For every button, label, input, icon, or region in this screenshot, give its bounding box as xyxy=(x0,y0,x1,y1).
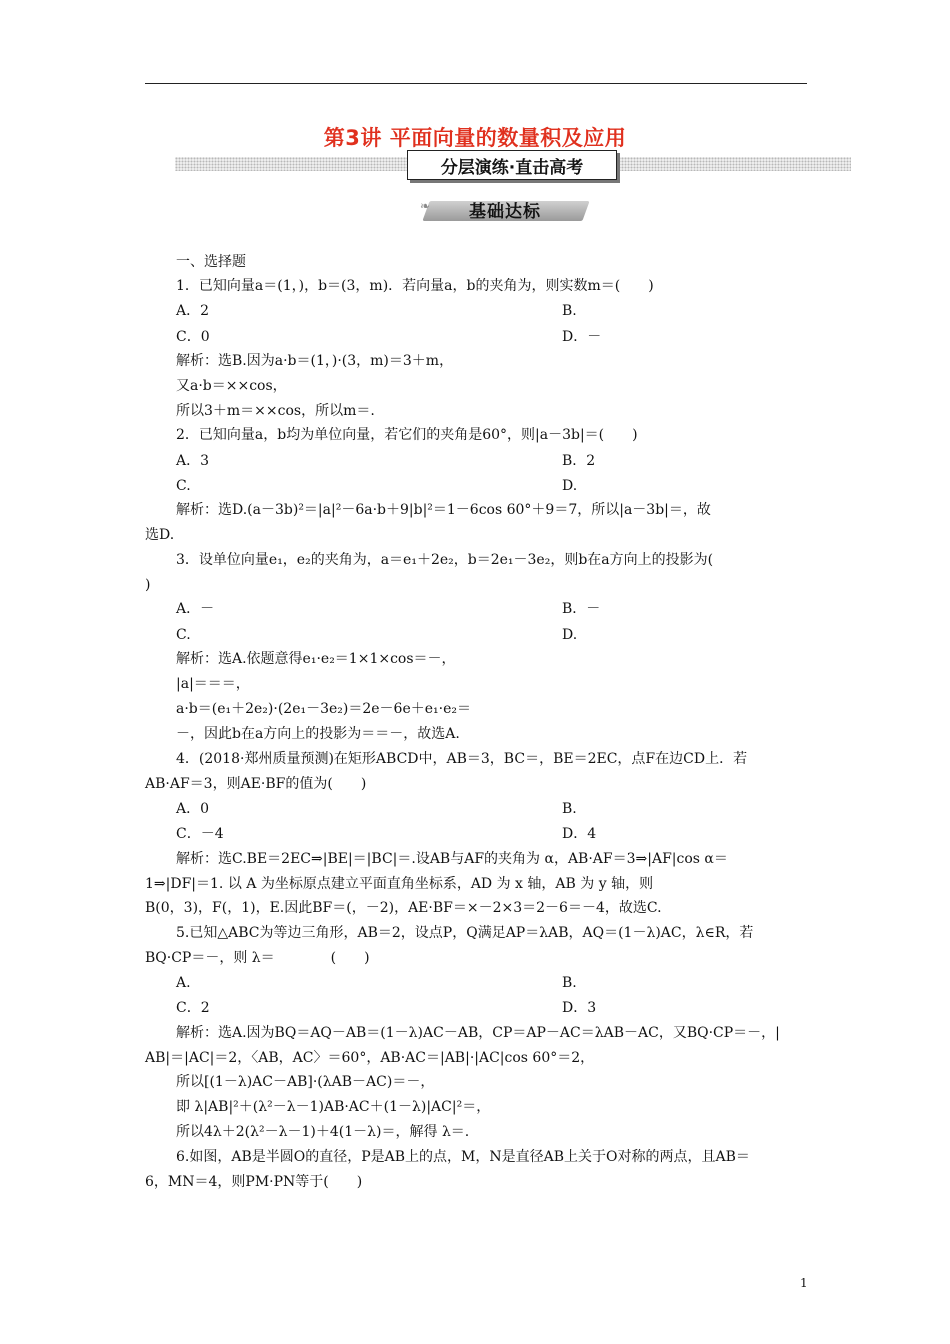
solution-line: 解析：选A.依题意得e₁·e₂＝1×1×cos＝－， xyxy=(176,651,456,667)
banner-dots-right xyxy=(615,157,851,171)
solution-line: 解析：选A.因为BQ＝AQ－AB＝(1－λ)AC－AB，CP＝AP－AC＝λAB－AC，又BQ·CP＝－，| xyxy=(176,1025,780,1041)
question-5-cont: BQ·CP＝－，则 λ＝ ( ) xyxy=(145,950,370,966)
option-c: C. xyxy=(176,627,191,643)
banner xyxy=(175,150,851,182)
lesson-title: 第3讲 平面向量的数量积及应用 xyxy=(323,126,627,150)
option-a: A．0 xyxy=(176,801,210,817)
solution-line: AB|＝|AC|＝2，〈AB，AC〉＝60°，AB·AC＝|AB|·|AC|cos 60°＝2， xyxy=(145,1050,595,1066)
option-d: D．－ xyxy=(562,329,602,345)
solution-line: 即 λ|AB|²＋(λ²－λ－1)AB·AC＋(1－λ)|AC|²＝， xyxy=(176,1099,491,1115)
option-c: C. xyxy=(176,478,191,494)
solution-line: a·b＝(e₁＋2e₂)·(2e₁－3e₂)＝2e－6e＋e₁·e₂＝ xyxy=(176,701,471,717)
option-b: B．2 xyxy=(562,453,596,469)
banner-dots-left xyxy=(175,157,407,171)
question-3: 3．设单位向量e₁，e₂的夹角为，a＝e₁＋2e₂，b＝2e₁－3e₂，则b在a方向上的投影为( xyxy=(176,552,714,568)
heading-choice: 一、选择题 xyxy=(176,254,246,270)
option-a: A. xyxy=(176,975,191,991)
option-b: B. xyxy=(562,303,577,319)
option-d: D．4 xyxy=(562,826,597,842)
option-c: C．0 xyxy=(176,329,210,345)
header-rule xyxy=(145,83,807,84)
option-b: B．－ xyxy=(562,601,601,617)
solution-line: 解析：选B.因为a·b＝(1，)·(3，m)＝3＋m， xyxy=(176,353,454,369)
option-b: B. xyxy=(562,801,577,817)
ornament-icon: ❧ xyxy=(420,199,431,213)
section-label: 基础达标 xyxy=(469,202,541,222)
question-5: 5.已知△ABC为等边三角形，AB＝2，设点P，Q满足AP＝λAB，AQ＝(1－λ)AC，λ∈R，若 xyxy=(176,925,754,941)
solution-line: 1⇒|DF|＝1. 以 A 为坐标原点建立平面直角坐标系，AD 为 x 轴，AB 为 y 轴，则 xyxy=(145,876,654,892)
question-3-cont: ) xyxy=(145,577,151,593)
solution-line: 又a·b＝××cos， xyxy=(176,378,287,394)
option-d: D. xyxy=(562,478,578,494)
solution-line: 所以[(1－λ)AC－AB]·(λAB－AC)＝－， xyxy=(176,1074,435,1090)
solution-line: 所以3＋m＝××cos，所以m＝. xyxy=(176,403,375,419)
option-d: D．3 xyxy=(562,1000,597,1016)
option-a: A．2 xyxy=(176,303,210,319)
option-d: D. xyxy=(562,627,578,643)
solution-line: 选D. xyxy=(145,527,175,543)
solution-line: B(0，3)，F(，1)，E.因此BF＝(，－2)，AE·BF＝×－2×3＝2－6＝－4，故选C. xyxy=(145,900,662,916)
question-6-cont: 6，MN＝4，则PM·PN等于( ) xyxy=(145,1174,363,1190)
option-c: C．－4 xyxy=(176,826,224,842)
question-4-cont: AB·AF＝3，则AE·BF的值为( ) xyxy=(145,776,367,792)
section-heading xyxy=(420,197,590,223)
solution-line: 解析：选C.BE＝2EC⇒|BE|＝|BC|＝.设AB与AF的夹角为 α，AB·AF＝3⇒|AF|cos α＝ xyxy=(176,851,728,867)
solution-line: 所以4λ＋2(λ²－λ－1)＋4(1－λ)＝，解得 λ＝. xyxy=(176,1124,470,1140)
solution-line: －，因此b在a方向上的投影为＝＝－，故选A. xyxy=(176,726,460,742)
option-a: A．3 xyxy=(176,453,210,469)
question-1: 1．已知向量a＝(1，)，b＝(3，m)．若向量a，b的夹角为，则实数m＝( ) xyxy=(176,278,654,294)
question-4: 4．(2018·郑州质量预测)在矩形ABCD中，AB＝3，BC＝，BE＝2EC，点F在边CD上．若 xyxy=(176,751,748,767)
page-number: 1 xyxy=(800,1276,808,1290)
option-b: B. xyxy=(562,975,577,991)
question-2: 2．已知向量a，b均为单位向量，若它们的夹角是60°，则|a－3b|＝( ) xyxy=(176,427,638,443)
banner-label: 分层演练·直击高考 xyxy=(407,150,617,180)
option-c: C．2 xyxy=(176,1000,210,1016)
option-a: A．－ xyxy=(176,601,215,617)
solution-line: |a|＝＝＝， xyxy=(176,676,250,692)
question-6: 6.如图，AB是半圆O的直径，P是AB上的点，M，N是直径AB上关于O对称的两点，且AB＝ xyxy=(176,1149,750,1165)
solution-line: 解析：选D.(a－3b)²＝|a|²－6a·b＋9|b|²＝1－6cos 60°＋9＝7，所以|a－3b|＝，故 xyxy=(176,502,711,518)
